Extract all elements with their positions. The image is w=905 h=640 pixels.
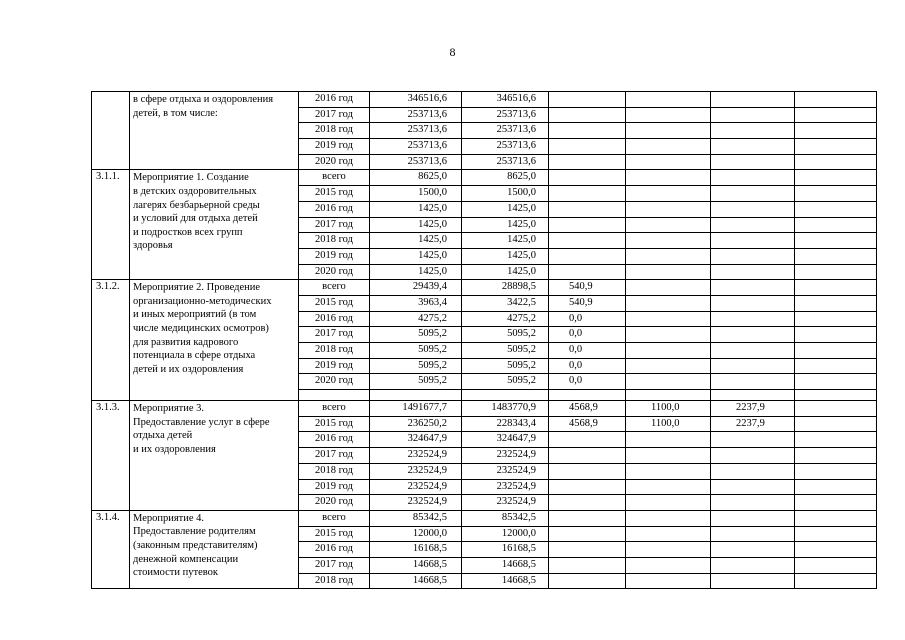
budget-cell: 1425,0 (462, 248, 549, 264)
item-name-line: Предоставление услуг в сфере (133, 416, 270, 428)
item-name-line: и подростков всех групп (133, 226, 243, 238)
value-cell (795, 107, 877, 123)
value-cell (626, 463, 711, 479)
total-cell: 236250,2 (370, 416, 462, 432)
value-cell: 4568,9 (549, 401, 626, 417)
value-cell (711, 264, 795, 280)
value-cell (795, 401, 877, 417)
value-cell (711, 448, 795, 464)
total-cell: 5095,2 (370, 374, 462, 390)
value-cell (626, 92, 711, 108)
value-cell (711, 327, 795, 343)
value-cell: 0,0 (549, 343, 626, 359)
value-cell (795, 374, 877, 390)
value-cell (795, 139, 877, 155)
value-cell (795, 327, 877, 343)
item-name-line: в детских оздоровительных (133, 186, 257, 198)
value-cell (795, 154, 877, 170)
item-number: 3.1.4. (92, 510, 130, 588)
value-cell: 0,0 (549, 358, 626, 374)
item-name-line: и условий для отдыха детей (133, 213, 258, 225)
year-cell: 2015 год (299, 526, 370, 542)
value-cell (549, 264, 626, 280)
value-cell (795, 233, 877, 249)
year-cell: всего (299, 401, 370, 417)
budget-cell: 85342,5 (462, 510, 549, 526)
total-cell: 232524,9 (370, 495, 462, 511)
total-cell: 1425,0 (370, 233, 462, 249)
total-cell: 12000,0 (370, 526, 462, 542)
value-cell (626, 432, 711, 448)
item-name-line: Мероприятие 1. Создание (133, 172, 249, 184)
value-cell: 0,0 (549, 327, 626, 343)
value-cell (626, 542, 711, 558)
budget-cell: 3422,5 (462, 295, 549, 311)
value-cell (711, 432, 795, 448)
value-cell (626, 495, 711, 511)
value-cell (711, 186, 795, 202)
total-cell: 324647,9 (370, 432, 462, 448)
total-cell: 253713,6 (370, 139, 462, 155)
year-cell: 2020 год (299, 374, 370, 390)
table-row (92, 92, 877, 108)
item-name (130, 170, 299, 280)
year-cell: 2018 год (299, 343, 370, 359)
budget-cell: 8625,0 (462, 170, 549, 186)
value-cell (795, 542, 877, 558)
value-cell (626, 217, 711, 233)
value-cell (626, 264, 711, 280)
empty-cell (626, 390, 711, 401)
item-name-line: здоровья (133, 240, 173, 252)
value-cell (549, 463, 626, 479)
budget-cell: 5095,2 (462, 327, 549, 343)
year-cell: 2018 год (299, 573, 370, 589)
value-cell (795, 248, 877, 264)
year-cell: 2019 год (299, 358, 370, 374)
budget-cell: 1425,0 (462, 264, 549, 280)
value-cell (549, 510, 626, 526)
value-cell (795, 123, 877, 139)
value-cell (795, 416, 877, 432)
year-cell: 2017 год (299, 327, 370, 343)
item-name-line: детей, в том числе: (133, 107, 218, 119)
item-number (92, 92, 130, 170)
item-name-line: Мероприятие 4. (133, 512, 205, 524)
total-cell: 253713,6 (370, 123, 462, 139)
budget-cell: 253713,6 (462, 123, 549, 139)
item-name-line: для развития кадрового (133, 336, 239, 348)
value-cell: 540,9 (549, 295, 626, 311)
value-cell (711, 123, 795, 139)
value-cell (711, 374, 795, 390)
value-cell: 0,0 (549, 374, 626, 390)
value-cell: 2237,9 (711, 416, 795, 432)
value-cell (795, 463, 877, 479)
value-cell (549, 201, 626, 217)
year-cell: 2018 год (299, 463, 370, 479)
value-cell (795, 573, 877, 589)
budget-cell: 5095,2 (462, 374, 549, 390)
value-cell (626, 479, 711, 495)
budget-cell: 253713,6 (462, 107, 549, 123)
item-name-line: стоимости путевок (133, 567, 218, 579)
value-cell (795, 170, 877, 186)
value-cell (626, 358, 711, 374)
value-cell (795, 92, 877, 108)
value-cell (795, 358, 877, 374)
year-cell: 2020 год (299, 495, 370, 511)
budget-cell: 14668,5 (462, 573, 549, 589)
table-row (92, 280, 877, 296)
value-cell (549, 170, 626, 186)
page-number: 8 (449, 45, 456, 59)
value-cell (626, 170, 711, 186)
table-row (92, 170, 877, 186)
value-cell (711, 280, 795, 296)
value-cell (549, 154, 626, 170)
item-number: 3.1.1. (92, 170, 130, 280)
year-cell: 2016 год (299, 201, 370, 217)
total-cell: 8625,0 (370, 170, 462, 186)
value-cell: 4568,9 (549, 416, 626, 432)
value-cell (626, 201, 711, 217)
table-row (92, 401, 877, 417)
value-cell (711, 495, 795, 511)
item-name-line: Мероприятие 3. (133, 403, 205, 415)
value-cell (549, 139, 626, 155)
budget-cell: 28898,5 (462, 280, 549, 296)
empty-cell (711, 390, 795, 401)
value-cell (549, 526, 626, 542)
value-cell (711, 358, 795, 374)
value-cell (711, 557, 795, 573)
budget-cell: 5095,2 (462, 343, 549, 359)
value-cell (711, 233, 795, 249)
year-cell: 2016 год (299, 92, 370, 108)
value-cell (711, 526, 795, 542)
budget-cell: 228343,4 (462, 416, 549, 432)
year-cell: 2017 год (299, 107, 370, 123)
value-cell (795, 526, 877, 542)
item-number: 3.1.3. (92, 401, 130, 511)
value-cell (795, 311, 877, 327)
item-name (130, 280, 299, 401)
total-cell: 5095,2 (370, 358, 462, 374)
value-cell (626, 343, 711, 359)
year-cell: 2017 год (299, 217, 370, 233)
value-cell (549, 432, 626, 448)
year-cell: 2018 год (299, 233, 370, 249)
table-row (92, 510, 877, 526)
table-body (92, 92, 877, 589)
budget-cell: 1425,0 (462, 217, 549, 233)
value-cell (549, 248, 626, 264)
budget-cell: 253713,6 (462, 154, 549, 170)
year-cell: 2017 год (299, 557, 370, 573)
value-cell (549, 557, 626, 573)
value-cell (549, 186, 626, 202)
total-cell: 14668,5 (370, 557, 462, 573)
item-name-line: и их оздоровления (133, 443, 216, 455)
value-cell (626, 327, 711, 343)
year-cell: 2017 год (299, 448, 370, 464)
total-cell: 1425,0 (370, 248, 462, 264)
item-name-line: числе медицинских осмотров) (133, 323, 269, 335)
total-cell: 5095,2 (370, 343, 462, 359)
value-cell (626, 154, 711, 170)
budget-cell: 16168,5 (462, 542, 549, 558)
budget-cell: 14668,5 (462, 557, 549, 573)
budget-cell: 232524,9 (462, 495, 549, 511)
value-cell (711, 295, 795, 311)
empty-cell (549, 390, 626, 401)
value-cell (711, 573, 795, 589)
total-cell: 1425,0 (370, 217, 462, 233)
item-name (130, 92, 299, 170)
value-cell (795, 280, 877, 296)
value-cell (795, 264, 877, 280)
value-cell (626, 233, 711, 249)
item-name-line: Предоставление родителям (133, 526, 256, 538)
value-cell (626, 557, 711, 573)
value-cell (626, 573, 711, 589)
value-cell (626, 123, 711, 139)
item-name-line: Мероприятие 2. Проведение (133, 282, 261, 294)
total-cell: 4275,2 (370, 311, 462, 327)
budget-cell: 1500,0 (462, 186, 549, 202)
value-cell (626, 448, 711, 464)
year-cell: 2015 год (299, 416, 370, 432)
value-cell (549, 495, 626, 511)
budget-cell: 1425,0 (462, 233, 549, 249)
value-cell (549, 573, 626, 589)
value-cell (711, 139, 795, 155)
value-cell (626, 311, 711, 327)
value-cell (626, 186, 711, 202)
total-cell: 85342,5 (370, 510, 462, 526)
value-cell (549, 448, 626, 464)
total-cell: 1491677,7 (370, 401, 462, 417)
value-cell (549, 217, 626, 233)
budget-cell: 1425,0 (462, 201, 549, 217)
value-cell (549, 107, 626, 123)
value-cell (549, 542, 626, 558)
year-cell: 2019 год (299, 139, 370, 155)
year-cell: всего (299, 280, 370, 296)
value-cell (711, 343, 795, 359)
value-cell: 1100,0 (626, 401, 711, 417)
item-name-line: (законным представителям) (133, 540, 258, 552)
year-cell: 2020 год (299, 264, 370, 280)
total-cell: 16168,5 (370, 542, 462, 558)
funding-table (91, 91, 877, 589)
total-cell: 1500,0 (370, 186, 462, 202)
value-cell (711, 510, 795, 526)
value-cell (711, 201, 795, 217)
total-cell: 14668,5 (370, 573, 462, 589)
value-cell (626, 526, 711, 542)
value-cell: 2237,9 (711, 401, 795, 417)
year-cell: 2016 год (299, 311, 370, 327)
value-cell (795, 186, 877, 202)
item-name-line: отдыха детей (133, 430, 193, 442)
budget-cell: 232524,9 (462, 448, 549, 464)
total-cell: 232524,9 (370, 479, 462, 495)
value-cell (549, 123, 626, 139)
total-cell: 232524,9 (370, 463, 462, 479)
empty-cell (795, 390, 877, 401)
value-cell (795, 217, 877, 233)
value-cell (795, 432, 877, 448)
budget-cell: 253713,6 (462, 139, 549, 155)
value-cell (626, 374, 711, 390)
total-cell: 1425,0 (370, 264, 462, 280)
budget-cell: 324647,9 (462, 432, 549, 448)
budget-cell: 1483770,9 (462, 401, 549, 417)
value-cell (626, 295, 711, 311)
year-cell: 2016 год (299, 542, 370, 558)
empty-cell (299, 390, 370, 401)
value-cell (549, 233, 626, 249)
budget-cell: 232524,9 (462, 479, 549, 495)
budget-cell: 232524,9 (462, 463, 549, 479)
item-name-line: детей и их оздоровления (133, 363, 244, 375)
total-cell: 346516,6 (370, 92, 462, 108)
value-cell (711, 248, 795, 264)
value-cell: 540,9 (549, 280, 626, 296)
total-cell: 3963,4 (370, 295, 462, 311)
empty-cell (370, 390, 462, 401)
year-cell: 2015 год (299, 295, 370, 311)
value-cell (795, 510, 877, 526)
item-name-line: и иных мероприятий (в том (133, 309, 257, 321)
empty-cell (462, 390, 549, 401)
value-cell (711, 542, 795, 558)
total-cell: 1425,0 (370, 201, 462, 217)
total-cell: 253713,6 (370, 154, 462, 170)
item-name-line: денежной компенсации (133, 553, 239, 565)
value-cell (626, 107, 711, 123)
value-cell (795, 343, 877, 359)
total-cell: 232524,9 (370, 448, 462, 464)
item-name (130, 510, 299, 588)
value-cell (626, 248, 711, 264)
item-name-line: потенциала в сфере отдыха (133, 350, 256, 362)
value-cell (549, 92, 626, 108)
value-cell (711, 92, 795, 108)
value-cell (795, 495, 877, 511)
value-cell: 1100,0 (626, 416, 711, 432)
value-cell (711, 170, 795, 186)
year-cell: 2016 год (299, 432, 370, 448)
year-cell: 2020 год (299, 154, 370, 170)
value-cell (626, 510, 711, 526)
value-cell (711, 107, 795, 123)
total-cell: 29439,4 (370, 280, 462, 296)
item-name-line: организационно-методических (133, 295, 272, 307)
value-cell (626, 280, 711, 296)
value-cell (795, 479, 877, 495)
value-cell (711, 311, 795, 327)
total-cell: 253713,6 (370, 107, 462, 123)
year-cell: 2019 год (299, 479, 370, 495)
value-cell (711, 479, 795, 495)
value-cell (795, 557, 877, 573)
value-cell (711, 463, 795, 479)
item-number: 3.1.2. (92, 280, 130, 401)
year-cell: 2019 год (299, 248, 370, 264)
value-cell: 0,0 (549, 311, 626, 327)
year-cell: всего (299, 510, 370, 526)
item-name-line: лагерях безбарьерной среды (133, 199, 260, 211)
budget-cell: 346516,6 (462, 92, 549, 108)
item-name-line: в сфере отдыха и оздоровления (133, 94, 274, 105)
value-cell (795, 448, 877, 464)
value-cell (795, 295, 877, 311)
budget-cell: 12000,0 (462, 526, 549, 542)
year-cell: всего (299, 170, 370, 186)
value-cell (626, 139, 711, 155)
item-name (130, 401, 299, 511)
budget-cell: 5095,2 (462, 358, 549, 374)
value-cell (711, 154, 795, 170)
value-cell (795, 201, 877, 217)
value-cell (549, 479, 626, 495)
year-cell: 2018 год (299, 123, 370, 139)
budget-cell: 4275,2 (462, 311, 549, 327)
total-cell: 5095,2 (370, 327, 462, 343)
year-cell: 2015 год (299, 186, 370, 202)
value-cell (711, 217, 795, 233)
